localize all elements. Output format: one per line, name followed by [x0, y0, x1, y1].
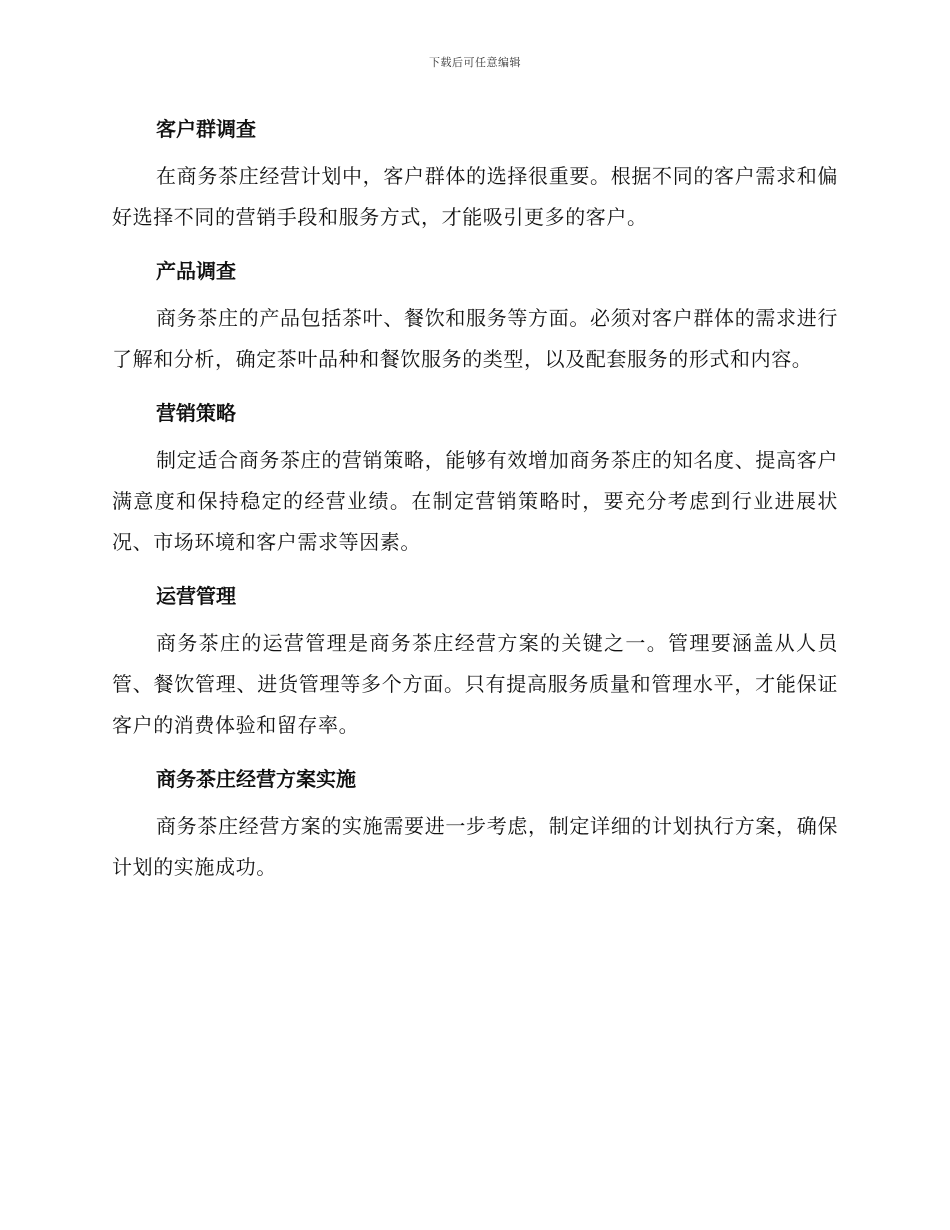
- section-heading: 产品调查: [156, 259, 236, 283]
- section-customer-survey: [112, 112, 838, 238]
- section-paragraph: 在商务茶庄经营计划中，客户群体的选择很重要。根据不同的客户需求和偏好选择不同的营销手段和服务方式，才能吸引更多的客户。: [112, 164, 838, 229]
- section-heading: 营销策略: [156, 401, 236, 425]
- document-body: [112, 112, 838, 904]
- page-header-note: 下载后可任意编辑: [429, 56, 521, 69]
- section-paragraph: 制定适合商务茶庄的营销策略，能够有效增加商务茶庄的知名度、提高客户满意度和保持稳定的经营业绩。在制定营销策略时，要充分考虑到行业进展状况、市场环境和客户需求等因素。: [112, 448, 838, 554]
- section-heading: 运营管理: [156, 584, 236, 608]
- section-product-survey: [112, 254, 838, 380]
- section-heading: 商务茶庄经营方案实施: [156, 767, 356, 791]
- section-operations-management: [112, 579, 838, 746]
- section-paragraph: 商务茶庄经营方案的实施需要进一步考虑，制定详细的计划执行方案，确保计划的实施成功。: [112, 814, 838, 879]
- section-plan-implementation: [112, 762, 838, 888]
- section-paragraph: 商务茶庄的产品包括茶叶、餐饮和服务等方面。必须对客户群体的需求进行了解和分析，确定茶叶品种和餐饮服务的类型，以及配套服务的形式和内容。: [112, 306, 838, 371]
- section-marketing-strategy: [112, 396, 838, 563]
- section-paragraph: 商务茶庄的运营管理是商务茶庄经营方案的关键之一。管理要涵盖从人员管、餐饮管理、进货管理等多个方面。只有提高服务质量和管理水平，才能保证客户的消费体验和留存率。: [112, 631, 838, 737]
- section-heading: 客户群调查: [156, 117, 256, 141]
